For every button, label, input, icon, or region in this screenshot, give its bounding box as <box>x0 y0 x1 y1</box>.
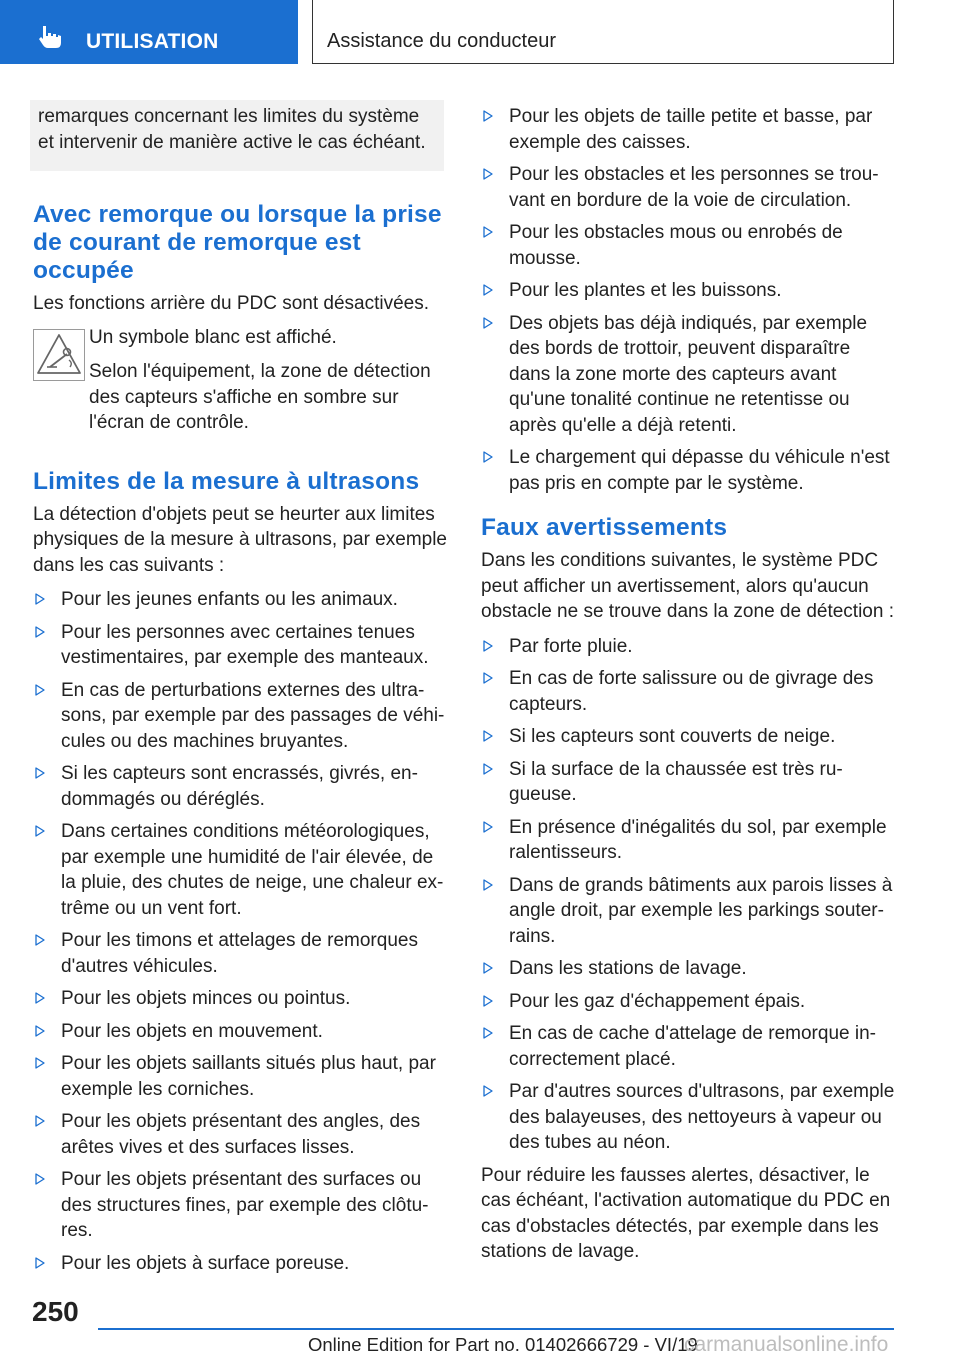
section-tab-label: UTILISATION <box>86 30 219 53</box>
section-tab <box>0 0 298 64</box>
list-item <box>33 1019 447 1045</box>
triangle-bullet-icon <box>35 934 45 946</box>
list-item-text: En cas de forte salissure ou de givrage des capteurs. <box>509 668 874 715</box>
list-item-text: Des objets bas déjà indiqués, par exemple des bords de trottoir, peuvent disparaître dans la zone morte des capteurs avant qu'une tonalité continue ne retentisse ou après qu'elle a déjà retenti. <box>509 312 868 436</box>
triangle-bullet-icon <box>483 672 493 684</box>
triangle-bullet-icon <box>35 593 45 605</box>
list-item <box>481 445 895 496</box>
triangle-bullet-icon <box>483 168 493 180</box>
list-item-text: Pour les plantes et les buissons. <box>509 280 782 301</box>
list-item-text: Si les capteurs sont encrassés, givrés, en-dommagés ou déréglés. <box>61 763 418 810</box>
false-warnings-intro: Dans les conditions suivantes, le système PDC peut afficher un avertissement, alors qu'aucun obstacle ne se trouve dans la zone de détection : <box>481 550 894 622</box>
list-item <box>481 311 895 439</box>
symbol-text-2-content: Selon l'équipement, la zone de détection des capteurs s'affiche en sombre sur l'écran de contrôle. <box>89 361 431 433</box>
triangle-bullet-icon <box>483 640 493 652</box>
list-item <box>33 587 447 613</box>
list-item-text: Si les capteurs sont couverts de neige. <box>509 726 836 747</box>
list-item <box>481 220 895 271</box>
list-item-text: Dans certaines conditions météorologiques, par exemple une humidité de l'air élevée, de la pluie, des chutes de neige, une chaleur ex-trême ou un vent fort. <box>61 821 444 919</box>
limits-list <box>33 587 447 1276</box>
closing-text: Pour réduire les fausses alertes, désactiver, le cas échéant, l'activation automatique du PDC en cas d'obstacles détectés, par exemple dans les stations de lavage. <box>481 1164 891 1262</box>
triangle-bullet-icon <box>35 1057 45 1069</box>
chapter-title: Assistance du conducteur <box>327 30 557 52</box>
list-item-text: Pour les gaz d'échappement épais. <box>509 990 806 1012</box>
page-number: 250 <box>32 1296 79 1327</box>
hand-pointer-icon <box>36 22 64 50</box>
triangle-bullet-icon <box>35 992 45 1004</box>
list-item-text: Pour les objets de taille petite et basse, par exemple des caisses. <box>509 106 873 153</box>
triangle-bullet-icon <box>483 451 493 463</box>
list-item-text: Pour les objets à surface poreuse. <box>61 1252 350 1274</box>
false-warnings-list <box>481 634 895 1156</box>
triangle-bullet-icon <box>35 825 45 837</box>
triangle-bullet-icon <box>483 317 493 329</box>
list-item-text: Pour les objets présentant des surfaces ou des structures fines, par exemple des clôtu-res. <box>61 1169 429 1241</box>
list-item <box>33 928 447 979</box>
list-item <box>481 815 895 866</box>
triangle-bullet-icon <box>483 962 493 974</box>
list-item <box>33 819 447 921</box>
list-item-text: Par forte pluie. <box>509 635 633 657</box>
note-text: remarques concernant les limites du système et intervenir de manière active le cas échéant. <box>38 106 426 153</box>
footer-rule <box>98 1328 894 1330</box>
list-item <box>33 1251 447 1277</box>
list-item-text: En présence d'inégalités du sol, par exemple ralentisseurs. <box>509 816 887 863</box>
triangle-bullet-icon <box>35 626 45 638</box>
list-item <box>33 761 447 812</box>
triangle-bullet-icon <box>35 1115 45 1127</box>
triangle-bullet-icon <box>35 1173 45 1185</box>
limits-list-continued <box>481 104 895 496</box>
list-item <box>481 278 895 304</box>
list-item <box>33 1109 447 1160</box>
trailer-heading: Avec remorque ou lorsque la prise de courant de remorque est occupée <box>33 201 442 284</box>
list-item-text: Pour les obstacles et les personnes se trou-vant en bordure de la voie de circulation. <box>509 164 879 211</box>
list-item <box>481 634 895 660</box>
list-item-text: Pour les obstacles mous ou enrobés de mousse. <box>509 222 843 269</box>
triangle-bullet-icon <box>483 879 493 891</box>
triangle-bullet-icon <box>35 684 45 696</box>
triangle-bullet-icon <box>483 110 493 122</box>
triangle-bullet-icon <box>35 767 45 779</box>
left-column <box>33 100 447 1283</box>
list-item-text: Pour les jeunes enfants ou les animaux. <box>61 589 398 610</box>
triangle-bullet-icon <box>483 284 493 296</box>
list-item <box>33 986 447 1012</box>
list-item-text: En cas de perturbations externes des ultra-sons, par exemple par des passages de véhi-cules ou des machines bruyantes. <box>61 679 445 752</box>
triangle-bullet-icon <box>483 763 493 775</box>
list-item-text: Pour les objets en mouvement. <box>61 1020 323 1042</box>
symbol-text-1: Un symbole blanc est affiché. <box>89 326 337 348</box>
list-item <box>481 873 895 950</box>
list-item-text: Par d'autres sources d'ultrasons, par exemple des balayeuses, des nettoyeurs à vapeur ou des tubes au néon. <box>509 1081 895 1153</box>
list-item <box>481 104 895 155</box>
footer-watermark: carmanualsonline.info <box>684 1333 889 1356</box>
right-column <box>481 104 895 1265</box>
symbol-text-2 <box>33 359 447 436</box>
list-item-text: Pour les objets minces ou pointus. <box>61 988 351 1009</box>
triangle-bullet-icon <box>483 821 493 833</box>
list-item <box>481 162 895 213</box>
symbol-block <box>33 325 447 436</box>
list-item-text: Pour les personnes avec certaines tenues vestimentaires, par exemple des manteaux. <box>61 621 429 668</box>
list-item <box>481 666 895 717</box>
list-item <box>33 620 447 671</box>
triangle-bullet-icon <box>35 1257 45 1269</box>
list-item-text: En cas de cache d'attelage de remorque in-correctement placé. <box>509 1023 876 1070</box>
list-item-text: Si la surface de la chaussée est très ru-gueuse. <box>509 758 843 805</box>
limits-intro: La détection d'objets peut se heurter aux limites physiques de la mesure à ultrasons, par exemple dans les cas suivants : <box>33 503 448 576</box>
footer-edition: Online Edition for Part no. 01402666729 - VI/19 <box>308 1334 698 1355</box>
false-warnings-heading: Faux avertissements <box>481 514 728 541</box>
list-item <box>33 1051 447 1102</box>
list-item-text: Pour les timons et attelages de remorques d'autres véhicules. <box>61 930 418 977</box>
list-item-text: Le chargement qui dépasse du véhicule n'est pas pris en compte par le système. <box>509 447 890 494</box>
list-item <box>481 956 895 982</box>
list-item-text: Dans les stations de lavage. <box>509 958 747 979</box>
triangle-bullet-icon <box>483 1085 493 1097</box>
list-item-text: Pour les objets présentant des angles, des arêtes vives et des surfaces lisses. <box>61 1111 421 1158</box>
trailer-text: Les fonctions arrière du PDC sont désactivées. <box>33 293 430 314</box>
list-item-text: Dans de grands bâtiments aux parois lisses à angle droit, par exemple les parkings souter-rains. <box>509 874 893 947</box>
list-item <box>481 724 895 750</box>
limits-heading: Limites de la mesure à ultrasons <box>33 467 420 495</box>
list-item <box>481 1079 895 1156</box>
list-item-text: Pour les objets saillants situés plus haut, par exemple les corniches. <box>61 1053 436 1100</box>
triangle-bullet-icon <box>483 995 493 1007</box>
trailer-warning-icon <box>33 329 85 381</box>
triangle-bullet-icon <box>483 1027 493 1039</box>
list-item <box>33 678 447 755</box>
triangle-bullet-icon <box>35 1025 45 1037</box>
chapter-header <box>312 0 894 64</box>
list-item <box>481 757 895 808</box>
triangle-bullet-icon <box>483 730 493 742</box>
triangle-bullet-icon <box>483 226 493 238</box>
note-box <box>30 100 444 171</box>
list-item <box>481 1021 895 1072</box>
list-item <box>481 989 895 1015</box>
list-item <box>33 1167 447 1244</box>
